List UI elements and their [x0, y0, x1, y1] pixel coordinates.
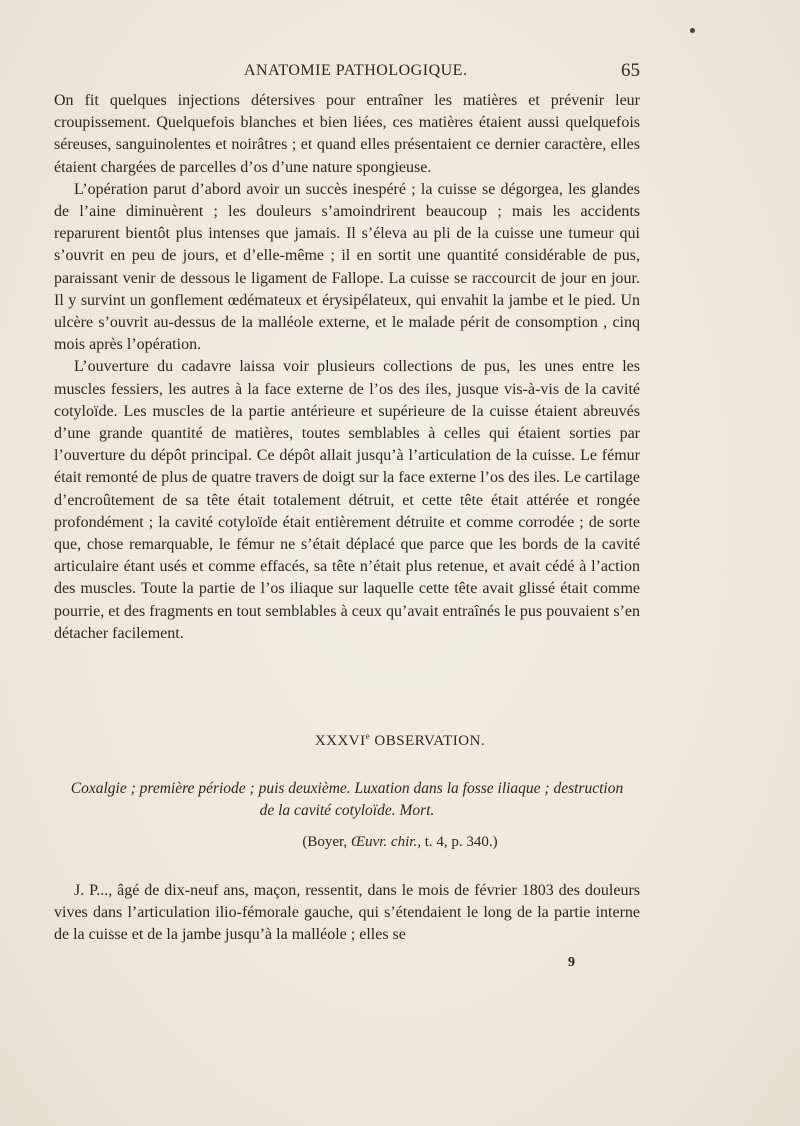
running-title: ANATOMIE PATHOLOGIQUE.: [244, 62, 468, 79]
observation-body: [54, 880, 640, 947]
paragraph: L’ouverture du cadavre laissa voir plusieurs collections de pus, les unes entre les muscles fessiers, les autres à la face externe de l’os des iles, jusque vis-à-vis de la cavité cotyloïde. Les muscles de la partie antérieure et supérieure de la cuisse étaient abreuvés d’une grande quantité de matières, toutes semblables à celles qui étaient sorties par l’ouverture du dépôt principal. Ce dépôt allait jusqu’à l’articulation de la cuisse. Le fémur était remonté de plus de quatre travers de doigt sur la face externe l’os des iles. Le cartilage d’encroûtement de sa tête était totalement détruit, et cette tête était attérée et rongée profondément ; la cavité cotyloïde était entièrement détruite et comme corrodée ; de sorte que, chose remarquable, le fémur ne s’était déplacé que parce que les bords de la cavité articulaire étant usés et comme effacés, sa tête n’était plus retenue, et avait cédé à l’action des muscles. Toute la partie de l’os iliaque sur laquelle cette tête avait glissé était comme pourrie, et des fragments en tout semblables à ceux qu’avait entraînés le pus pouvaient s’en détacher facilement.: [54, 358, 640, 642]
body-text: [54, 90, 640, 645]
page-number: 65: [621, 60, 640, 81]
signature-mark: 9: [568, 955, 575, 970]
observation-title: [0, 731, 800, 750]
subtitle-line: Coxalgie ; première période ; puis deuxième. Luxation dans la fosse iliaque ; destruction: [70, 780, 624, 797]
observation-word: OBSERVATION.: [374, 733, 486, 749]
citation-work: Œuvr. chir.: [350, 834, 418, 850]
ink-speck: [690, 28, 695, 33]
paragraph: J. P..., âgé de dix-neuf ans, maçon, ressentit, dans le mois de février 1803 des douleurs vives dans l’articulation ilio-fémorale gauche, qui s’étendaient le long de la partie interne de la cuisse et de la jambe jusqu’à la malléole ; elles se: [54, 882, 640, 944]
paragraph: On fit quelques injections détersives pour entraîner les matières et prévenir leur croupissement. Quelquefois blanches et bien liées, ces matières étaient aussi quelquefois séreuses, sanguinolentes et noirâtres ; et quand elles présentaient ce dernier caractère, elles étaient chargées de parcelles d’os d’une nature spongieuse.: [54, 92, 640, 176]
observation-number: XXXVI: [314, 733, 366, 749]
citation: [0, 834, 800, 851]
citation-author: (Boyer,: [302, 834, 348, 850]
observation-subtitle: [54, 778, 640, 822]
subtitle-line: de la cavité cotyloïde. Mort.: [259, 802, 435, 819]
observation-number-suffix: e: [365, 731, 371, 741]
paragraph: L’opération parut d’abord avoir un succès inespéré ; la cuisse se dégorgea, les glandes de l’aine diminuèrent ; les douleurs s’amoindrirent beaucoup ; mais les accidents reparurent bientôt plus intenses que jamais. Il s’éleva au pli de la cuisse une tumeur qui s’ouvrit en peu de jours, et d’elle-même ; il en sortit une quantité considérable de pus, paraissant venir de dessous le ligament de Fallope. La cuisse se raccourcit de jour en jour. Il y survint un gonflement œdémateux et érysipélateux, qui envahit la jambe et le pied. Un ulcère s’ouvrit au-dessus de la malléole externe, et le malade périt de consomption , cinq mois après l’opération.: [54, 180, 640, 354]
citation-ref: , t. 4, p. 340.): [417, 834, 498, 850]
page-header: [54, 62, 640, 86]
